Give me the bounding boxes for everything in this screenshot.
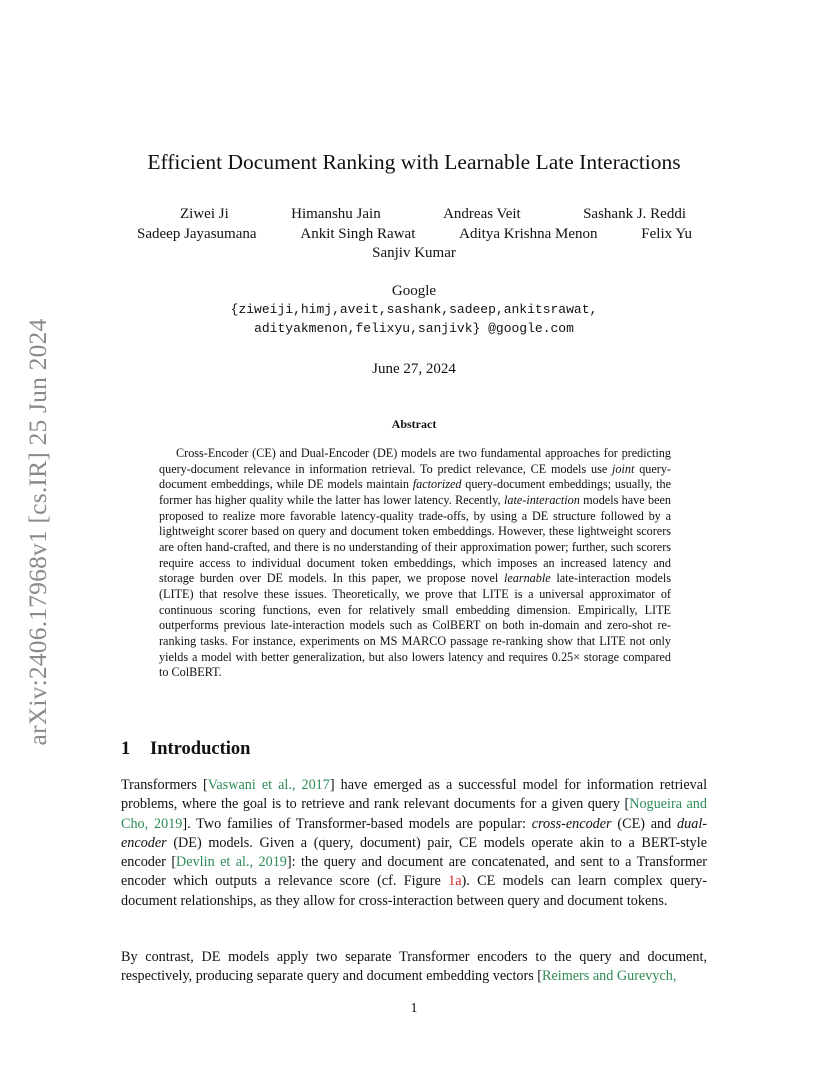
author-emails-line-1: {ziweiji,himj,aveit,sashank,sadeep,ankitsrawat,	[230, 302, 598, 317]
section-heading	[121, 739, 250, 760]
author-name: Sadeep Jayasumana	[137, 226, 257, 242]
citation-link[interactable]: Reimers and Gurevych,	[542, 968, 677, 985]
section-title: Introduction	[150, 739, 251, 759]
author-name: Ziwei Ji	[180, 206, 229, 222]
emphasis-joint: joint	[612, 461, 635, 476]
emphasis-learnable: learnable	[503, 571, 551, 586]
arxiv-identifier-stamp: arXiv:2406.17968v1 [cs.IR] 25 Jun 2024	[23, 318, 52, 746]
author-name: Andreas Veit	[443, 206, 521, 222]
paper-date: June 27, 2024	[372, 361, 456, 377]
citation-link[interactable]: Devlin et al., 2019	[176, 854, 287, 871]
paper-title: Efficient Document Ranking with Learnable Late Interactions	[147, 150, 681, 174]
author-row-1	[100, 206, 728, 223]
author-name: Himanshu Jain	[291, 206, 381, 222]
author-emails-line-2: adityakmenon,felixyu,sanjivk} @google.com	[254, 321, 574, 336]
emphasis-late-interaction: late-interaction	[503, 492, 580, 507]
storage-factor: 0.25×	[551, 649, 580, 664]
author-name: Sanjiv Kumar	[372, 245, 456, 261]
page-number: 1	[410, 1001, 418, 1016]
emphasis-cross-encoder: cross-encoder	[531, 815, 612, 832]
author-name: Sashank J. Reddi	[583, 206, 686, 222]
author-row-3	[0, 245, 828, 262]
emphasis-factorized: factorized	[412, 477, 462, 492]
author-name: Felix Yu	[641, 226, 692, 242]
author-name: Aditya Krishna Menon	[459, 226, 598, 242]
affiliation: Google	[391, 283, 437, 299]
intro-paragraph-2: By contrast, DE models apply two separate Transformer encoders to the query and document, respectively, producing separate query and document embedding vectors [Reimers and Gurevych,	[121, 949, 707, 985]
author-row-2	[137, 226, 692, 243]
citation-link[interactable]: Vaswani et al., 2017	[207, 777, 330, 793]
figure-reference-link[interactable]: 1a	[448, 873, 462, 890]
section-number: 1	[121, 739, 131, 759]
emphasis-dual-encoder: dual-encoder	[121, 815, 707, 851]
author-name: Ankit Singh Rawat	[300, 226, 416, 242]
intro-paragraph-1: Transformers [Vaswani et al., 2017] have emerged as a successful model for information retrieval problems, where the goal is to retrieve and rank relevant documents for a given query [Nogueira and Cho, 2019]. Two families of Transformer-based models are popular: cross-encoder (CE) and dual-encoder (DE) models. Given a (query, document) pair, CE models operate akin to a BERT-style encoder [Devlin et al., 2019]: the query and document are concatenated, and sent to a Transformer encoder which outputs a relevance score (cf. Figure 1a). CE models can learn complex query-document relationships, as they allow for cross-interaction between query and document tokens.	[121, 777, 708, 909]
abstract-text: Cross-Encoder (CE) and Dual-Encoder (DE) models are two fundamental approaches for predicting query-document relevance in information retrieval. To predict relevance, CE models use joint query-document embeddings, while DE models maintain factorized query-document embeddings; usually, the former has higher quality while the latter has lower latency. Recently, late-interaction models have been proposed to realize more favorable latency-quality trade-offs, by using a DE structure followed by a lightweight scorer based on query and document token embeddings. However, these lightweight scorers are often hand-crafted, and there is no understanding of their approximation power; further, such scorers require access to individual document token embeddings, which imposes an increased latency and storage burden over DE models. In this paper, we propose novel learnable late-interaction models (LITE) that resolve these issues. Theoretically, we prove that LITE is a universal approximator of continuous scoring functions, even for relatively small embedding dimension. Empirically, LITE outperforms previous late-interaction models such as ColBERT on both in-domain and zero-shot re-ranking tasks. For instance, experiments on MS MARCO passage re-ranking show that LITE not only yields a model with better generalization, but also lowers latency and requires 0.25× storage compared to ColBERT.	[159, 446, 672, 680]
citation-link[interactable]: Nogueira and Cho, 2019	[121, 796, 707, 832]
abstract-heading: Abstract	[391, 417, 437, 431]
